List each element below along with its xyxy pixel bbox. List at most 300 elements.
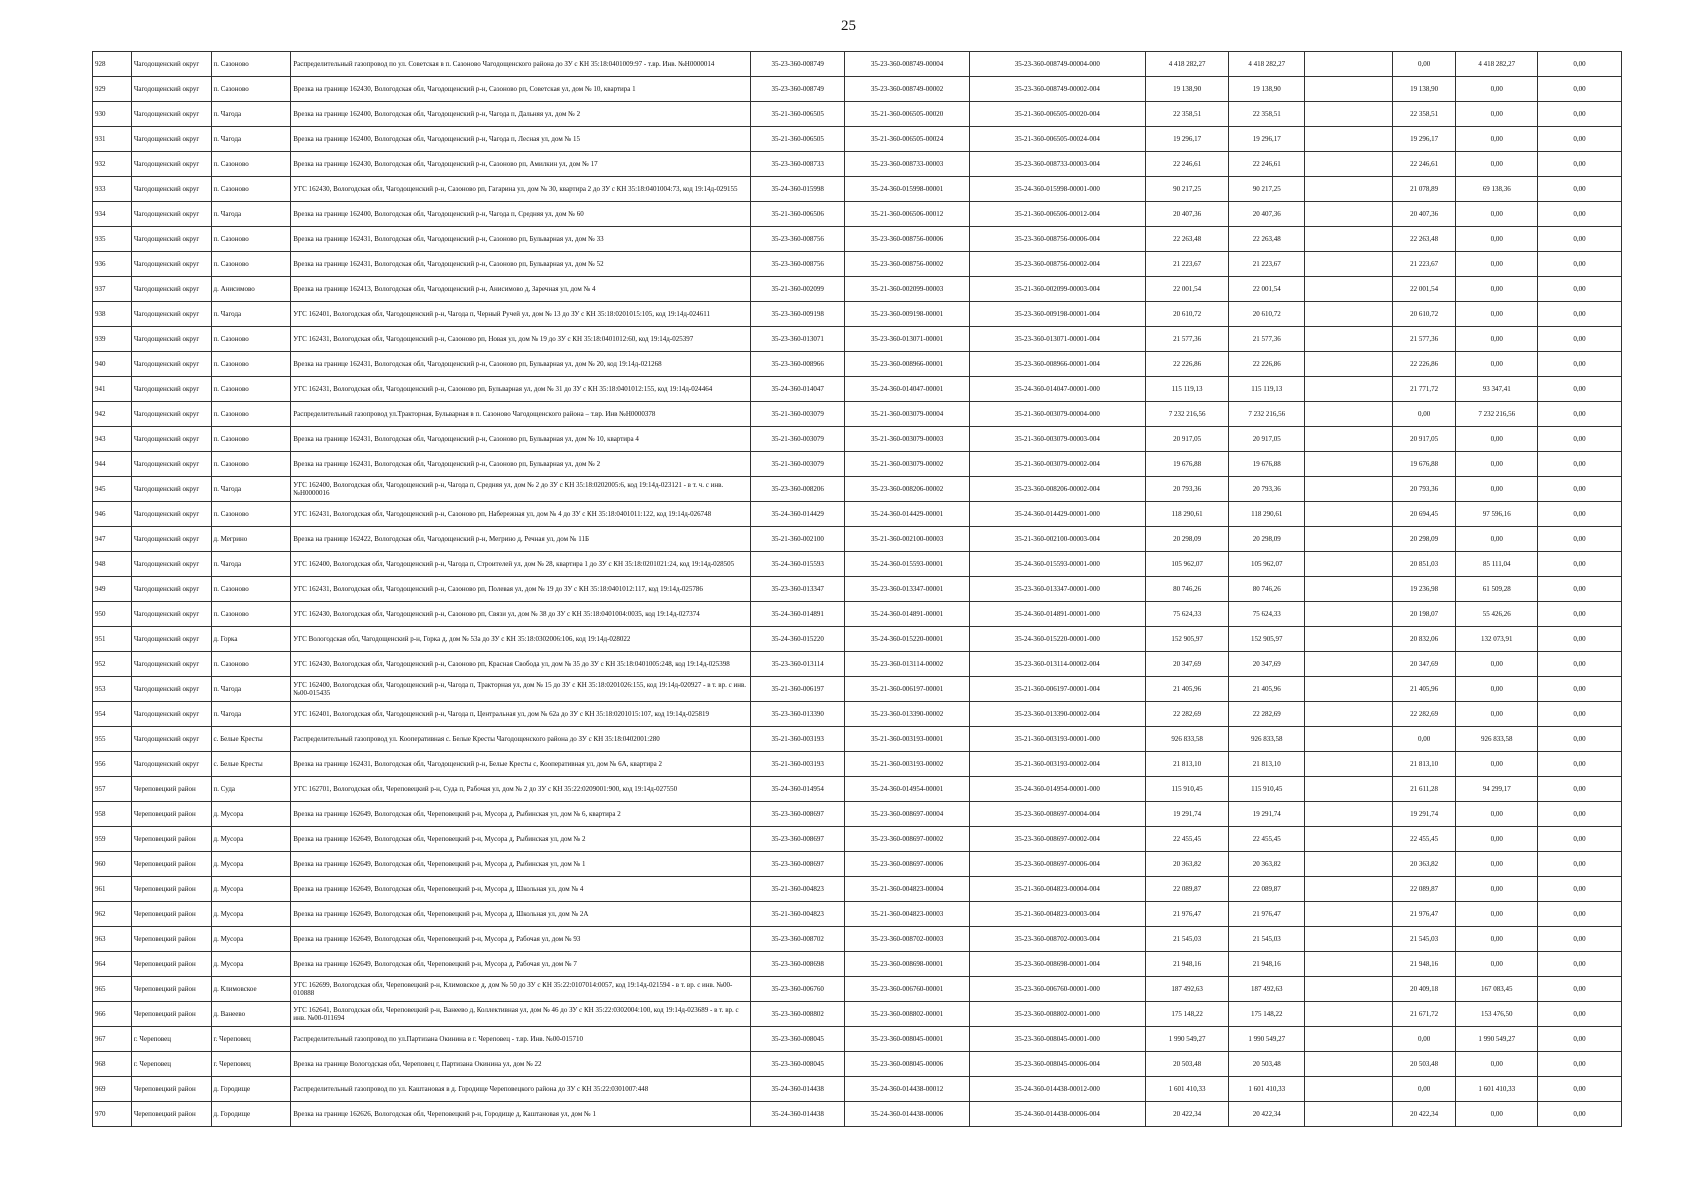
- object-code-cell: 35-21-360-003193-00002: [845, 752, 970, 777]
- object-description-cell: УГС 162431, Вологодская обл, Чагодощенский р-н, Сазоново рп, Набережная ул, дом № 4 до ЗУ с КН 35:18:0401011:122, код 19:14д-026748: [291, 502, 751, 527]
- table-row: [93, 102, 1622, 127]
- value-part-1-cell: 22 358,51: [1392, 102, 1455, 127]
- settlement-cell: п. Сазоново: [211, 52, 291, 77]
- value-part-2-cell: 0,00: [1456, 302, 1538, 327]
- settlement-cell: п. Сазоново: [211, 327, 291, 352]
- table-row: [93, 552, 1622, 577]
- object-code-cell: 35-21-360-006197-00001: [845, 677, 970, 702]
- object-code-cell: 35-21-360-006505-00024: [845, 127, 970, 152]
- value-part-1-cell: 0,00: [1392, 1027, 1455, 1052]
- object-description-cell: УГС 162431, Вологодская обл, Чагодощенский р-н, Сазоново рп, Полевая ул, дом № 19 до ЗУ с КН 35:18:0401012:117, код 19:14д-025786: [291, 577, 751, 602]
- value-part-2-cell: 0,00: [1456, 327, 1538, 352]
- empty-cell-cell: [1305, 1027, 1393, 1052]
- book-value-cell: 118 290,61: [1229, 502, 1305, 527]
- value-part-2-cell: 0,00: [1456, 202, 1538, 227]
- full-code-cell: 35-23-360-008045-00001-000: [969, 1027, 1145, 1052]
- value-part-1-cell: 19 138,90: [1392, 77, 1455, 102]
- depreciation-cell: 0,00: [1538, 652, 1622, 677]
- settlement-cell: д. Мусора: [211, 927, 291, 952]
- object-description-cell: Врезка на границе 162422, Вологодская обл, Чагодощенский р-н, Мегрино д, Речная ул, дом № 11Б: [291, 527, 751, 552]
- empty-cell-cell: [1305, 152, 1393, 177]
- row-number-cell: 934: [93, 202, 132, 227]
- empty-cell-cell: [1305, 827, 1393, 852]
- value-part-2-cell: 0,00: [1456, 427, 1538, 452]
- value-part-1-cell: 0,00: [1392, 52, 1455, 77]
- object-code-cell: 35-24-360-014047-00001: [845, 377, 970, 402]
- inventory-code-cell: 35-23-360-008698: [751, 952, 845, 977]
- empty-cell-cell: [1305, 52, 1393, 77]
- row-number-cell: 963: [93, 927, 132, 952]
- value-part-2-cell: 0,00: [1456, 77, 1538, 102]
- object-code-cell: 35-23-360-008702-00003: [845, 927, 970, 952]
- object-code-cell: 35-23-360-009198-00001: [845, 302, 970, 327]
- initial-cost-cell: 21 577,36: [1145, 327, 1229, 352]
- district-cell: Чагодощенский округ: [131, 252, 211, 277]
- value-part-2-cell: 69 138,36: [1456, 177, 1538, 202]
- value-part-1-cell: 20 347,69: [1392, 652, 1455, 677]
- object-description-cell: УГС 162400, Вологодская обл, Чагодощенский р-н, Чагода п, Строителей ул, дом № 28, квартира 1 до ЗУ с КН 35:18:0201021:24, код 19:14д-028505: [291, 552, 751, 577]
- initial-cost-cell: 1 990 549,27: [1145, 1027, 1229, 1052]
- empty-cell-cell: [1305, 702, 1393, 727]
- value-part-1-cell: 20 917,05: [1392, 427, 1455, 452]
- empty-cell-cell: [1305, 627, 1393, 652]
- settlement-cell: г. Череповец: [211, 1052, 291, 1077]
- full-code-cell: 35-23-360-008702-00003-004: [969, 927, 1145, 952]
- asset-table-container: [92, 51, 1622, 1127]
- initial-cost-cell: 21 545,03: [1145, 927, 1229, 952]
- object-description-cell: УГС 162431, Вологодская обл, Чагодощенский р-н, Сазоново рп, Бульварная ул, дом № 31 до ЗУ с КН 35:18:0401012:155, код 19:14д-024464: [291, 377, 751, 402]
- object-description-cell: Врезка на границе 162649, Вологодская обл, Череповецкий р-н, Мусора д, Рабочая ул, дом № 7: [291, 952, 751, 977]
- empty-cell-cell: [1305, 1002, 1393, 1027]
- empty-cell-cell: [1305, 752, 1393, 777]
- inventory-code-cell: 35-21-360-006505: [751, 127, 845, 152]
- empty-cell-cell: [1305, 302, 1393, 327]
- full-code-cell: 35-23-360-008045-00006-004: [969, 1052, 1145, 1077]
- book-value-cell: 21 223,67: [1229, 252, 1305, 277]
- district-cell: Чагодощенский округ: [131, 352, 211, 377]
- depreciation-cell: 0,00: [1538, 527, 1622, 552]
- book-value-cell: 20 917,05: [1229, 427, 1305, 452]
- value-part-1-cell: 19 236,98: [1392, 577, 1455, 602]
- depreciation-cell: 0,00: [1538, 877, 1622, 902]
- inventory-code-cell: 35-23-360-008802: [751, 1002, 845, 1027]
- full-code-cell: 35-23-360-009198-00001-004: [969, 302, 1145, 327]
- empty-cell-cell: [1305, 252, 1393, 277]
- initial-cost-cell: 152 905,97: [1145, 627, 1229, 652]
- inventory-code-cell: 35-21-360-003079: [751, 402, 845, 427]
- value-part-1-cell: 20 198,07: [1392, 602, 1455, 627]
- value-part-1-cell: 22 246,61: [1392, 152, 1455, 177]
- value-part-1-cell: 21 545,03: [1392, 927, 1455, 952]
- object-description-cell: Врезка на границе 162649, Вологодская обл, Череповецкий р-н, Мусора д, Рыбинская ул, дом № 1: [291, 852, 751, 877]
- book-value-cell: 21 948,16: [1229, 952, 1305, 977]
- table-row: [93, 852, 1622, 877]
- full-code-cell: 35-21-360-003079-00003-004: [969, 427, 1145, 452]
- table-row: [93, 1077, 1622, 1102]
- table-row: [93, 1027, 1622, 1052]
- value-part-1-cell: 21 976,47: [1392, 902, 1455, 927]
- depreciation-cell: 0,00: [1538, 552, 1622, 577]
- depreciation-cell: 0,00: [1538, 127, 1622, 152]
- full-code-cell: 35-23-360-008749-00004-000: [969, 52, 1145, 77]
- table-row: [93, 952, 1622, 977]
- inventory-code-cell: 35-23-360-008045: [751, 1052, 845, 1077]
- settlement-cell: п. Чагода: [211, 702, 291, 727]
- district-cell: Чагодощенский округ: [131, 427, 211, 452]
- full-code-cell: 35-24-360-015998-00001-000: [969, 177, 1145, 202]
- settlement-cell: п. Чагода: [211, 127, 291, 152]
- empty-cell-cell: [1305, 277, 1393, 302]
- initial-cost-cell: 22 282,69: [1145, 702, 1229, 727]
- inventory-code-cell: 35-23-360-008749: [751, 52, 845, 77]
- book-value-cell: 19 138,90: [1229, 77, 1305, 102]
- full-code-cell: 35-23-360-006760-00001-000: [969, 977, 1145, 1002]
- table-row: [93, 477, 1622, 502]
- inventory-code-cell: 35-23-360-008697: [751, 827, 845, 852]
- table-row: [93, 1102, 1622, 1127]
- table-row: [93, 602, 1622, 627]
- initial-cost-cell: 20 422,34: [1145, 1102, 1229, 1127]
- empty-cell-cell: [1305, 77, 1393, 102]
- value-part-2-cell: 1 601 410,33: [1456, 1077, 1538, 1102]
- row-number-cell: 958: [93, 802, 132, 827]
- row-number-cell: 969: [93, 1077, 132, 1102]
- row-number-cell: 954: [93, 702, 132, 727]
- district-cell: Чагодощенский округ: [131, 102, 211, 127]
- value-part-1-cell: 21 078,89: [1392, 177, 1455, 202]
- value-part-1-cell: 21 948,16: [1392, 952, 1455, 977]
- inventory-code-cell: 35-23-360-008966: [751, 352, 845, 377]
- table-row: [93, 202, 1622, 227]
- district-cell: Череповецкий район: [131, 827, 211, 852]
- full-code-cell: 35-24-360-014891-00001-000: [969, 602, 1145, 627]
- value-part-2-cell: 0,00: [1456, 102, 1538, 127]
- book-value-cell: 21 405,96: [1229, 677, 1305, 702]
- value-part-1-cell: 21 671,72: [1392, 1002, 1455, 1027]
- full-code-cell: 35-24-360-014047-00001-000: [969, 377, 1145, 402]
- settlement-cell: с. Белые Кресты: [211, 727, 291, 752]
- book-value-cell: 115 119,13: [1229, 377, 1305, 402]
- district-cell: Череповецкий район: [131, 1002, 211, 1027]
- object-description-cell: Врезка на границе 162400, Вологодская обл, Чагодощенский р-н, Чагода п, Лесная ул, дом № 15: [291, 127, 751, 152]
- book-value-cell: 20 793,36: [1229, 477, 1305, 502]
- book-value-cell: 1 990 549,27: [1229, 1027, 1305, 1052]
- value-part-2-cell: 0,00: [1456, 852, 1538, 877]
- row-number-cell: 932: [93, 152, 132, 177]
- table-row: [93, 77, 1622, 102]
- book-value-cell: 20 503,48: [1229, 1052, 1305, 1077]
- settlement-cell: п. Сазоново: [211, 152, 291, 177]
- empty-cell-cell: [1305, 1102, 1393, 1127]
- empty-cell-cell: [1305, 652, 1393, 677]
- table-row: [93, 352, 1622, 377]
- initial-cost-cell: 75 624,33: [1145, 602, 1229, 627]
- object-description-cell: Врезка на границе 162431, Вологодская обл, Чагодощенский р-н, Сазоново рп, Бульварная ул, дом № 2: [291, 452, 751, 477]
- row-number-cell: 944: [93, 452, 132, 477]
- book-value-cell: 22 226,86: [1229, 352, 1305, 377]
- value-part-2-cell: 926 833,58: [1456, 727, 1538, 752]
- district-cell: Чагодощенский округ: [131, 52, 211, 77]
- value-part-1-cell: 20 851,03: [1392, 552, 1455, 577]
- table-row: [93, 402, 1622, 427]
- district-cell: Череповецкий район: [131, 1077, 211, 1102]
- initial-cost-cell: 115 910,45: [1145, 777, 1229, 802]
- object-description-cell: УГС 162701, Вологодская обл, Череповецкий р-н, Суда п, Рабочая ул, дом № 2 до ЗУ с КН 35:22:0209001:900, код 19:14д-027550: [291, 777, 751, 802]
- table-row: [93, 277, 1622, 302]
- settlement-cell: п. Чагода: [211, 302, 291, 327]
- row-number-cell: 930: [93, 102, 132, 127]
- object-description-cell: Распределительный газопровод по ул. Каштановая в д. Городище Череповецкого района до ЗУ с КН 35:22:0301007:448: [291, 1077, 751, 1102]
- value-part-2-cell: 97 596,16: [1456, 502, 1538, 527]
- table-row: [93, 577, 1622, 602]
- inventory-code-cell: 35-24-360-014438: [751, 1102, 845, 1127]
- full-code-cell: 35-21-360-004823-00004-004: [969, 877, 1145, 902]
- value-part-1-cell: 20 409,18: [1392, 977, 1455, 1002]
- empty-cell-cell: [1305, 327, 1393, 352]
- object-code-cell: 35-21-360-002099-00003: [845, 277, 970, 302]
- inventory-code-cell: 35-21-360-002099: [751, 277, 845, 302]
- object-description-cell: Врезка на границе 162431, Вологодская обл, Чагодощенский р-н, Белые Кресты с, Кооперативная ул, дом № 6А, квартира 2: [291, 752, 751, 777]
- row-number-cell: 935: [93, 227, 132, 252]
- settlement-cell: п. Сазоново: [211, 177, 291, 202]
- settlement-cell: д. Мусора: [211, 827, 291, 852]
- value-part-1-cell: 22 226,86: [1392, 352, 1455, 377]
- table-row: [93, 427, 1622, 452]
- object-description-cell: УГС 162400, Вологодская обл, Чагодощенский р-н, Чагода п, Тракторная ул, дом № 15 до ЗУ с КН 35:18:0201026:155, код 19:14д-020927 - в т. вр. с инв. №00-015435: [291, 677, 751, 702]
- value-part-1-cell: 20 298,09: [1392, 527, 1455, 552]
- value-part-2-cell: 0,00: [1456, 527, 1538, 552]
- district-cell: Чагодощенский округ: [131, 502, 211, 527]
- book-value-cell: 21 976,47: [1229, 902, 1305, 927]
- object-code-cell: 35-24-360-014438-00012: [845, 1077, 970, 1102]
- value-part-2-cell: 85 111,04: [1456, 552, 1538, 577]
- depreciation-cell: 0,00: [1538, 202, 1622, 227]
- value-part-2-cell: 0,00: [1456, 352, 1538, 377]
- table-row: [93, 52, 1622, 77]
- object-code-cell: 35-23-360-008749-00004: [845, 52, 970, 77]
- settlement-cell: п. Сазоново: [211, 352, 291, 377]
- value-part-1-cell: 22 263,48: [1392, 227, 1455, 252]
- book-value-cell: 926 833,58: [1229, 727, 1305, 752]
- table-row: [93, 377, 1622, 402]
- row-number-cell: 950: [93, 602, 132, 627]
- table-row: [93, 302, 1622, 327]
- value-part-2-cell: 0,00: [1456, 127, 1538, 152]
- row-number-cell: 939: [93, 327, 132, 352]
- full-code-cell: 35-24-360-014429-00001-000: [969, 502, 1145, 527]
- depreciation-cell: 0,00: [1538, 1052, 1622, 1077]
- object-code-cell: 35-23-360-008733-00003: [845, 152, 970, 177]
- book-value-cell: 20 347,69: [1229, 652, 1305, 677]
- row-number-cell: 960: [93, 852, 132, 877]
- initial-cost-cell: 20 610,72: [1145, 302, 1229, 327]
- settlement-cell: д. Горка: [211, 627, 291, 652]
- table-row: [93, 177, 1622, 202]
- row-number-cell: 941: [93, 377, 132, 402]
- district-cell: Чагодощенский округ: [131, 302, 211, 327]
- settlement-cell: п. Чагода: [211, 552, 291, 577]
- initial-cost-cell: 21 813,10: [1145, 752, 1229, 777]
- full-code-cell: 35-21-360-002099-00003-004: [969, 277, 1145, 302]
- full-code-cell: 35-24-360-014954-00001-000: [969, 777, 1145, 802]
- row-number-cell: 940: [93, 352, 132, 377]
- full-code-cell: 35-23-360-008749-00002-004: [969, 77, 1145, 102]
- object-code-cell: 35-24-360-014954-00001: [845, 777, 970, 802]
- inventory-code-cell: 35-23-360-008756: [751, 252, 845, 277]
- book-value-cell: 20 363,82: [1229, 852, 1305, 877]
- settlement-cell: п. Чагода: [211, 102, 291, 127]
- book-value-cell: 115 910,45: [1229, 777, 1305, 802]
- value-part-2-cell: 0,00: [1456, 952, 1538, 977]
- inventory-code-cell: 35-21-360-003193: [751, 752, 845, 777]
- book-value-cell: 80 746,26: [1229, 577, 1305, 602]
- district-cell: Чагодощенский округ: [131, 577, 211, 602]
- table-row: [93, 127, 1622, 152]
- empty-cell-cell: [1305, 102, 1393, 127]
- row-number-cell: 959: [93, 827, 132, 852]
- depreciation-cell: 0,00: [1538, 352, 1622, 377]
- empty-cell-cell: [1305, 377, 1393, 402]
- object-code-cell: 35-23-360-006760-00001: [845, 977, 970, 1002]
- object-description-cell: Врезка на границе 162626, Вологодская обл, Череповецкий р-н, Городище д, Каштановая ул, дом № 1: [291, 1102, 751, 1127]
- object-description-cell: Врезка на границе 162649, Вологодская обл, Череповецкий р-н, Мусора д, Рыбинская ул, дом № 2: [291, 827, 751, 852]
- depreciation-cell: 0,00: [1538, 577, 1622, 602]
- depreciation-cell: 0,00: [1538, 702, 1622, 727]
- inventory-code-cell: 35-23-360-013390: [751, 702, 845, 727]
- value-part-2-cell: 132 073,91: [1456, 627, 1538, 652]
- initial-cost-cell: 20 298,09: [1145, 527, 1229, 552]
- object-code-cell: 35-23-360-008697-00004: [845, 802, 970, 827]
- object-description-cell: УГС 162431, Вологодская обл, Чагодощенский р-н, Сазоново рп, Новая ул, дом № 19 до ЗУ с КН 35:18:0401012:60, код 19:14д-025397: [291, 327, 751, 352]
- object-description-cell: Врезка на границе 162649, Вологодская обл, Череповецкий р-н, Мусора д, Рыбинская ул, дом № 6, квартира 2: [291, 802, 751, 827]
- district-cell: Череповецкий район: [131, 852, 211, 877]
- object-code-cell: 35-24-360-015220-00001: [845, 627, 970, 652]
- full-code-cell: 35-21-360-006197-00001-004: [969, 677, 1145, 702]
- table-row: [93, 227, 1622, 252]
- depreciation-cell: 0,00: [1538, 827, 1622, 852]
- value-part-1-cell: 19 291,74: [1392, 802, 1455, 827]
- inventory-code-cell: 35-21-360-003079: [751, 427, 845, 452]
- initial-cost-cell: 22 455,45: [1145, 827, 1229, 852]
- row-number-cell: 951: [93, 627, 132, 652]
- object-description-cell: Врезка на границе 162430, Вологодская обл, Чагодощенский р-н, Сазоново рп, Амилкин ул, дом № 17: [291, 152, 751, 177]
- book-value-cell: 21 813,10: [1229, 752, 1305, 777]
- row-number-cell: 947: [93, 527, 132, 552]
- table-row: [93, 802, 1622, 827]
- district-cell: Череповецкий район: [131, 777, 211, 802]
- district-cell: Череповецкий район: [131, 802, 211, 827]
- book-value-cell: 7 232 216,56: [1229, 402, 1305, 427]
- settlement-cell: п. Сазоново: [211, 227, 291, 252]
- settlement-cell: п. Сазоново: [211, 502, 291, 527]
- value-part-2-cell: 0,00: [1456, 827, 1538, 852]
- book-value-cell: 152 905,97: [1229, 627, 1305, 652]
- value-part-2-cell: 0,00: [1456, 902, 1538, 927]
- inventory-code-cell: 35-24-360-014429: [751, 502, 845, 527]
- empty-cell-cell: [1305, 177, 1393, 202]
- object-code-cell: 35-23-360-013071-00001: [845, 327, 970, 352]
- value-part-2-cell: 0,00: [1456, 677, 1538, 702]
- full-code-cell: 35-21-360-003079-00002-004: [969, 452, 1145, 477]
- initial-cost-cell: 175 148,22: [1145, 1002, 1229, 1027]
- object-description-cell: Врезка на границе 162430, Вологодская обл, Чагодощенский р-н, Сазоново рп, Советская ул, дом № 10, квартира 1: [291, 77, 751, 102]
- object-code-cell: 35-23-360-008206-00002: [845, 477, 970, 502]
- district-cell: Чагодощенский округ: [131, 227, 211, 252]
- value-part-1-cell: 0,00: [1392, 402, 1455, 427]
- object-description-cell: УГС 162699, Вологодская обл, Череповецкий р-н, Климовское д, дом № 50 до ЗУ с КН 35:22:0107014:0057, код 19:14д-021594 - в т. вр. с инв. №00-010888: [291, 977, 751, 1002]
- object-description-cell: УГС 162430, Вологодская обл, Чагодощенский р-н, Сазоново рп, Гагарина ул, дом № 30, квартира 2 до ЗУ с КН 35:18:0401004:73, код 19:14д-029155: [291, 177, 751, 202]
- depreciation-cell: 0,00: [1538, 177, 1622, 202]
- initial-cost-cell: 20 503,48: [1145, 1052, 1229, 1077]
- object-code-cell: 35-23-360-008802-00001: [845, 1002, 970, 1027]
- object-description-cell: Врезка на границе 162431, Вологодская обл, Чагодощенский р-н, Сазоново рп, Бульварная ул, дом № 10, квартира 4: [291, 427, 751, 452]
- inventory-code-cell: 35-23-360-013114: [751, 652, 845, 677]
- object-code-cell: 35-23-360-013347-00001: [845, 577, 970, 602]
- book-value-cell: 20 298,09: [1229, 527, 1305, 552]
- object-code-cell: 35-24-360-014438-00006: [845, 1102, 970, 1127]
- depreciation-cell: 0,00: [1538, 502, 1622, 527]
- initial-cost-cell: 7 232 216,56: [1145, 402, 1229, 427]
- value-part-1-cell: 20 503,48: [1392, 1052, 1455, 1077]
- book-value-cell: 19 296,17: [1229, 127, 1305, 152]
- empty-cell-cell: [1305, 877, 1393, 902]
- empty-cell-cell: [1305, 202, 1393, 227]
- table-row: [93, 677, 1622, 702]
- empty-cell-cell: [1305, 952, 1393, 977]
- district-cell: Чагодощенский округ: [131, 527, 211, 552]
- settlement-cell: п. Сазоново: [211, 577, 291, 602]
- table-row: [93, 527, 1622, 552]
- value-part-1-cell: 0,00: [1392, 727, 1455, 752]
- value-part-1-cell: 21 405,96: [1392, 677, 1455, 702]
- depreciation-cell: 0,00: [1538, 677, 1622, 702]
- inventory-code-cell: 35-21-360-004823: [751, 877, 845, 902]
- initial-cost-cell: 19 676,88: [1145, 452, 1229, 477]
- settlement-cell: п. Сазоново: [211, 402, 291, 427]
- object-code-cell: 35-23-360-008045-00001: [845, 1027, 970, 1052]
- initial-cost-cell: 22 358,51: [1145, 102, 1229, 127]
- table-row: [93, 502, 1622, 527]
- depreciation-cell: 0,00: [1538, 927, 1622, 952]
- empty-cell-cell: [1305, 227, 1393, 252]
- value-part-1-cell: 22 455,45: [1392, 827, 1455, 852]
- table-row: [93, 777, 1622, 802]
- object-description-cell: Врезка на границе 162413, Вологодская обл, Чагодощенский р-н, Анисимово д, Заречная ул, дом № 4: [291, 277, 751, 302]
- object-code-cell: 35-24-360-014891-00001: [845, 602, 970, 627]
- row-number-cell: 943: [93, 427, 132, 452]
- depreciation-cell: 0,00: [1538, 102, 1622, 127]
- object-code-cell: 35-21-360-003079-00004: [845, 402, 970, 427]
- district-cell: Чагодощенский округ: [131, 602, 211, 627]
- object-description-cell: Врезка на границе 162400, Вологодская обл, Чагодощенский р-н, Чагода п, Средняя ул, дом № 60: [291, 202, 751, 227]
- settlement-cell: п. Суда: [211, 777, 291, 802]
- district-cell: Череповецкий район: [131, 1102, 211, 1127]
- empty-cell-cell: [1305, 402, 1393, 427]
- empty-cell-cell: [1305, 802, 1393, 827]
- empty-cell-cell: [1305, 552, 1393, 577]
- depreciation-cell: 0,00: [1538, 302, 1622, 327]
- table-row: [93, 977, 1622, 1002]
- depreciation-cell: 0,00: [1538, 52, 1622, 77]
- full-code-cell: 35-23-360-013071-00001-004: [969, 327, 1145, 352]
- object-description-cell: Врезка на границе 162431, Вологодская обл, Чагодощенский р-н, Сазоново рп, Бульварная ул, дом № 33: [291, 227, 751, 252]
- value-part-2-cell: 0,00: [1456, 702, 1538, 727]
- full-code-cell: 35-21-360-006505-00024-004: [969, 127, 1145, 152]
- book-value-cell: 22 001,54: [1229, 277, 1305, 302]
- depreciation-cell: 0,00: [1538, 1002, 1622, 1027]
- initial-cost-cell: 20 347,69: [1145, 652, 1229, 677]
- book-value-cell: 22 089,87: [1229, 877, 1305, 902]
